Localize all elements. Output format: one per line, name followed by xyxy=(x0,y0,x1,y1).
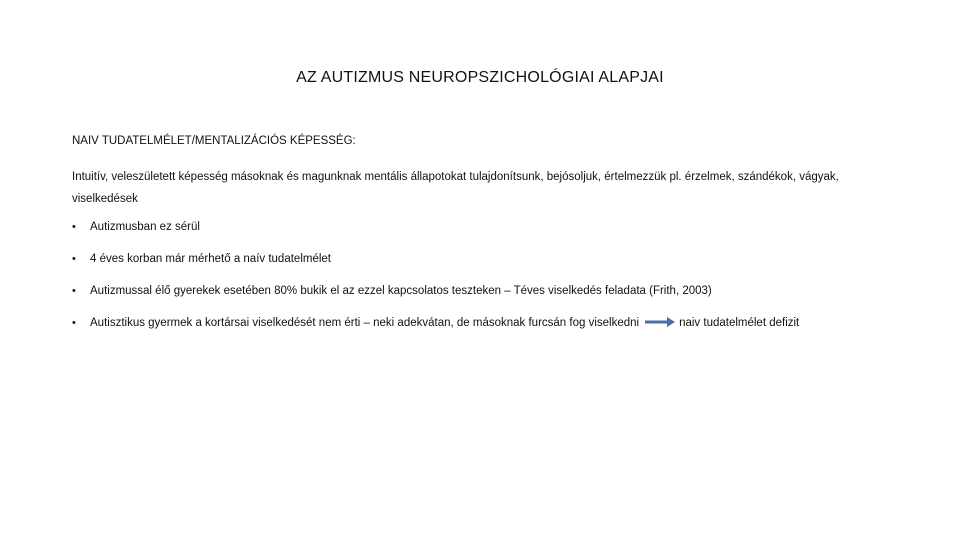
bullet-list xyxy=(72,221,932,349)
bullet-text-with-arrow xyxy=(90,317,799,329)
list-item xyxy=(72,253,932,285)
section-heading: NAIV TUDATELMÉLET/MENTALIZÁCIÓS KÉPESSÉG: xyxy=(72,135,356,147)
slide-title: AZ AUTIZMUS NEUROPSZICHOLÓGIAI ALAPJAI xyxy=(296,69,664,86)
bullet-mark: • xyxy=(72,221,76,233)
list-item xyxy=(72,285,932,317)
list-item xyxy=(72,221,932,253)
right-arrow-icon xyxy=(645,317,675,327)
bullet-text: Autizmussal élő gyerekek esetében 80% bukik el az ezzel kapcsolatos teszteken – Téves viselkedés feladata (Frith, 2003) xyxy=(90,285,712,297)
arrow-result-text: naiv tudatelmélet defizit xyxy=(679,317,800,329)
intro-paragraph: Intuitív, veleszületett képesség másoknak és magunknak mentális állapotokat tulajdonítsunk, bejósoljuk, értelmezzük pl. érzelmek, szándékok, vágyak, viselkedések xyxy=(72,171,839,205)
list-item xyxy=(72,317,932,349)
bullet-mark: • xyxy=(72,317,76,329)
bullet-text: 4 éves korban már mérhető a naív tudatelmélet xyxy=(90,253,331,265)
bullet-mark: • xyxy=(72,253,76,265)
bullet-text: Autisztikus gyermek a kortársai viselkedését nem érti – neki adekvátan, de másoknak furcsán fog viselkedni xyxy=(90,317,640,329)
bullet-text: Autizmusban ez sérül xyxy=(90,221,200,233)
bullet-mark: • xyxy=(72,285,76,297)
